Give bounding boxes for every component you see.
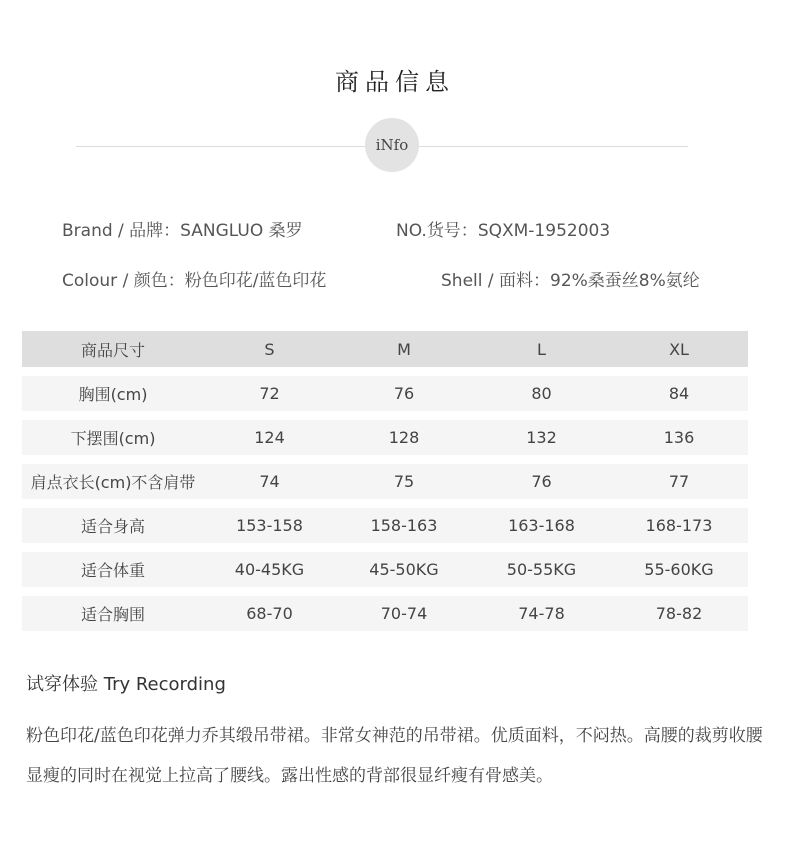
item-number-info [396, 216, 610, 241]
table-cell: 40-45KG [204, 552, 335, 587]
table-cell: 168-173 [610, 508, 748, 543]
table-row [22, 552, 748, 587]
table-cell: 163-168 [473, 508, 610, 543]
table-row [22, 420, 748, 455]
table-cell: 70-74 [335, 596, 473, 631]
brand-info [62, 216, 303, 241]
table-cell: 76 [335, 376, 473, 411]
table-cell: 124 [204, 420, 335, 455]
table-cell: 80 [473, 376, 610, 411]
table-cell: 136 [610, 420, 748, 455]
table-row [22, 376, 748, 411]
table-cell: 45-50KG [335, 552, 473, 587]
colour-info [62, 266, 326, 291]
size-table [22, 322, 748, 640]
table-cell: 153-158 [204, 508, 335, 543]
table-cell: 74-78 [473, 596, 610, 631]
table-row [22, 508, 748, 543]
shell-info [441, 266, 700, 291]
table-cell: 55-60KG [610, 552, 748, 587]
table-cell: 72 [204, 376, 335, 411]
table-header-cell: L [473, 331, 610, 367]
brand-label: Brand / 品牌： [62, 221, 181, 241]
brand-value: SANGLUO 桑罗 [180, 221, 303, 241]
table-cell: 适合体重 [22, 552, 204, 587]
table-row [22, 464, 748, 499]
table-cell: 76 [473, 464, 610, 499]
table-cell: 158-163 [335, 508, 473, 543]
item-number-label: NO.货号： [396, 221, 478, 241]
table-cell: 77 [610, 464, 748, 499]
table-cell: 74 [204, 464, 335, 499]
table-cell: 68-70 [204, 596, 335, 631]
table-cell: 84 [610, 376, 748, 411]
table-cell: 下摆围(cm) [22, 420, 204, 455]
table-cell: 50-55KG [473, 552, 610, 587]
table-header-row [22, 331, 748, 367]
table-header-cell: XL [610, 331, 748, 367]
colour-value: 粉色印花/蓝色印花 [184, 271, 327, 291]
try-recording-description: 粉色印花/蓝色印花弹力乔其缎吊带裙。非常女神范的吊带裙。优质面料，不闷热。高腰的裁剪收腰显瘦的同时在视觉上拉高了腰线。露出性感的背部很显纤瘦有骨感美。 [26, 726, 763, 786]
table-cell: 132 [473, 420, 610, 455]
item-number-value: SQXM-1952003 [477, 221, 611, 241]
table-header-cell: M [335, 331, 473, 367]
table-cell: 128 [335, 420, 473, 455]
table-header-cell: S [204, 331, 335, 367]
table-cell: 78-82 [610, 596, 748, 631]
table-cell: 适合胸围 [22, 596, 204, 631]
table-cell: 肩点衣长(cm)不含肩带 [22, 464, 204, 499]
table-cell: 适合身高 [22, 508, 204, 543]
page-title: 商品信息 [335, 68, 455, 96]
shell-value: 92%桑蚕丝8%氨纶 [550, 271, 700, 291]
shell-label: Shell / 面料： [441, 271, 551, 291]
table-cell: 75 [335, 464, 473, 499]
colour-label: Colour / 颜色： [62, 271, 185, 291]
table-header-cell: 商品尺寸 [22, 331, 204, 367]
table-cell: 胸围(cm) [22, 376, 204, 411]
info-badge: iNfo [365, 118, 419, 172]
table-row [22, 596, 748, 631]
try-recording-title: 试穿体验 Try Recording [26, 674, 226, 695]
